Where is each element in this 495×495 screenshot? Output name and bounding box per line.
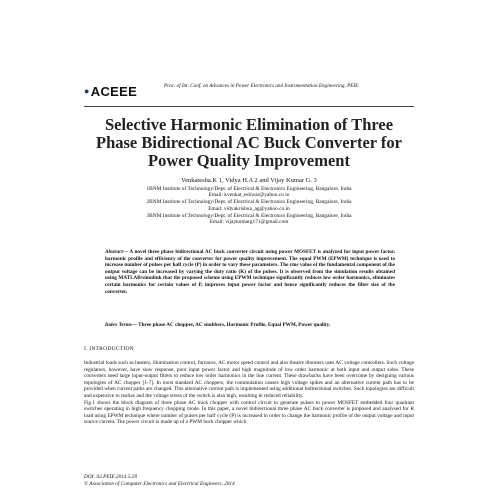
conference-header — [84, 80, 414, 107]
section-heading: I. INTRODUCTION — [84, 346, 134, 352]
page-footer — [84, 474, 235, 487]
logo-mark-icon: ● — [84, 86, 90, 96]
paper-title: Selective Harmonic Elimination of Three Phase Bidirectional AC Buck Converter for Power Quality Improvement — [96, 115, 402, 170]
index-terms-label: Index Terms — [105, 322, 132, 328]
author-block — [84, 178, 414, 226]
introduction-body — [84, 360, 414, 426]
abstract-label: Abstract — [105, 249, 123, 255]
index-terms-text: — Three phase AC chopper, AC snubbers, Harmonic Profile, Equal PWM, Power quality. — [131, 322, 331, 328]
email-line: Email: vidyakrishna_ag@yahoo.co.in — [208, 205, 290, 212]
email-line: Email: kvenkat_eshwar@yahoo.co.in — [208, 192, 290, 199]
affiliation-line: 2BNM Institute of Technology/Dept. of Electrical & Electronics Engineering, Bangalore, India — [146, 199, 352, 206]
abstract-text: — A novel three phase bidirectional AC buck converter circuit using power MOSFET is analyzed for input power factor, harmonic profile and efficiency of the converter for power quality improvement. The equal PWM (EPWM) technique is used to increase number of pulses per half cycle (P) in order to vary these parameters. The rms value of the fundamental component of the output voltage can be increased by varying the duty ratio (K) of the pulses. It is observed from the simulation results obtained using MATLAB/simulink that the proposed scheme using EPWM technique significantly reduces low order harmonics, eliminates certain harmonics for certain values of P, improves input power factor and hence significantly reduces the filter size of the converter. — [105, 249, 395, 295]
logo-text: ACEEE — [90, 84, 138, 99]
index-terms — [105, 322, 395, 329]
abstract — [105, 249, 395, 295]
author-names: Venkatesha.K 1, Vidya H.A 2 and Vijay Kumar G. 3 — [181, 177, 317, 184]
email-line: Email: vijaykumarg171@gmail.com — [209, 219, 289, 226]
copyright-line: © Association of Computer Electronics and Electrical Engineers, 2014 — [84, 480, 235, 487]
affiliation-line: 1BNM Institute of Technology/Dept. of Electrical & Electronics Engineering, Bangalore, India — [146, 185, 352, 192]
proceedings-line: Proc. of Int. Conf. on Advances in Power Electronics and Instrumentation Engineering, PEIE — [164, 83, 359, 89]
doi-line: DOI: 02.PEIE.2014.5.20 — [84, 474, 138, 480]
affiliation-line: 3BNM Institute of Technology/Dept. of Electrical & Electronics Engineering, Bangalore, India — [146, 212, 352, 219]
aceee-logo — [84, 84, 137, 99]
paragraph: Fig.1 shows the block diagram of three phase AC buck chopper with control circuit to generate pulses to power MOSFET embedded four quadrant switches operating in high frequency chopping mode. In this paper, a novel bidirectional three phase AC buck converter is proposed and analysed for R load using EPWM technique where number of pulses per half cycle (P) is increased in order to change the harmonic profile of the output voltage and input source current. The power circuit is made up of a PWM buck chopper which — [84, 399, 414, 426]
paragraph: Industrial loads such as heaters, illumination control, furnaces, AC motor speed control and also theatre dimmers uses AC voltage controllers. Such voltage regulators, however, have slow response, poor input power factor and high magnitude of low order harmonic at both input and output sides. These converters need large input-output filters to reduce low order harmonics in the line current. These drawbacks have been overcome by designing various topologies of AC chopper [1-7]. In most standard AC choppers, the commutation causes high voltage spikes and an alternative current path has to be provided when current paths are changed. This alternative current path is implemented using additional bidirectional switches. Such topologies are difficult and expensive to realize and the voltage stress of the switch is also high, resulting in reduced reliability. — [84, 360, 414, 399]
